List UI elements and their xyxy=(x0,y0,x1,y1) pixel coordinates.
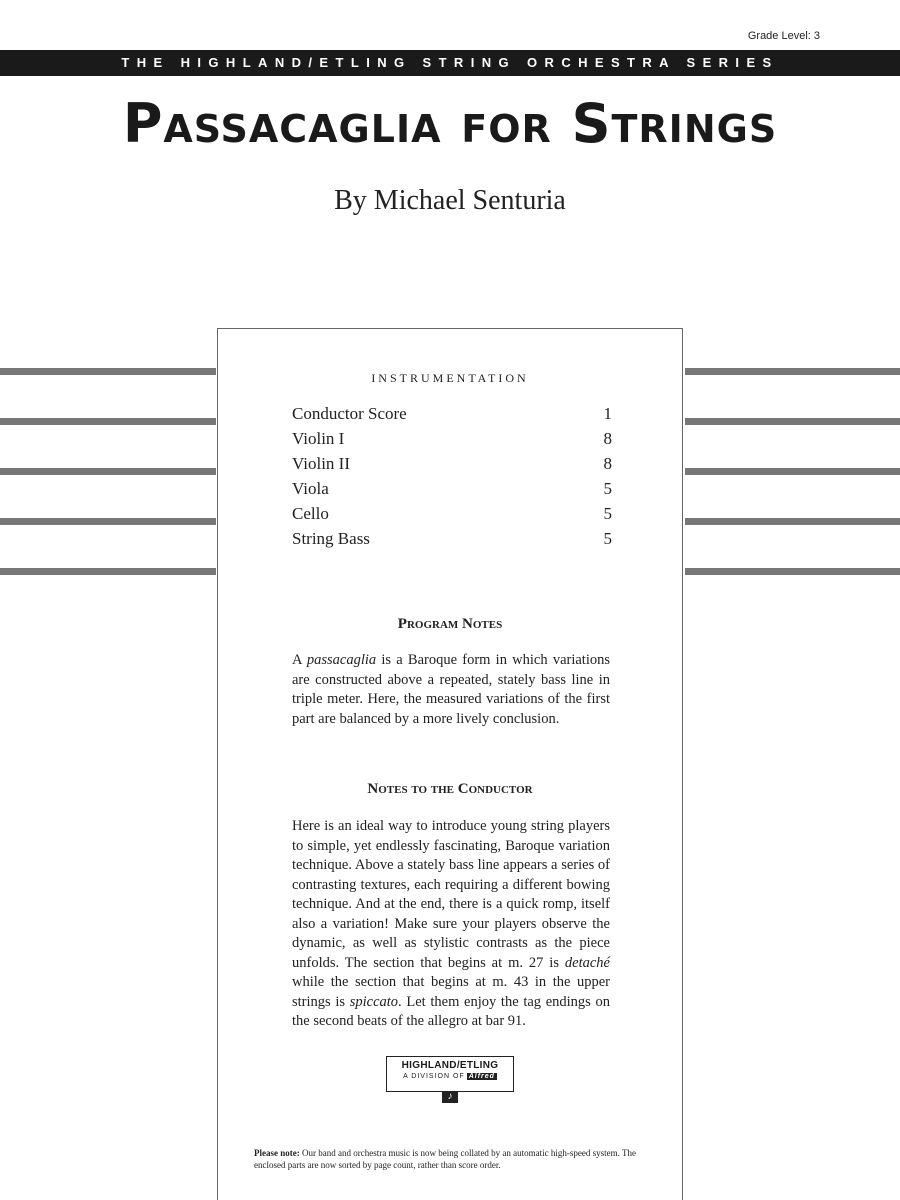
staff-line-left-4 xyxy=(0,518,216,525)
staff-line-right-5 xyxy=(685,568,900,575)
instrument-count: 8 xyxy=(603,429,612,448)
program-notes-text: A passacaglia is a Baroque form in which variations are constructed above a repeated, stately bass line in triple meter. Here, the measured variations of the first part are balanced by a more lively conclusion. xyxy=(292,652,610,727)
composer-byline: By Michael Senturia xyxy=(334,185,566,216)
program-notes-heading: Program Notes xyxy=(397,616,503,632)
page-title: Passacaglia for Strings xyxy=(122,92,778,155)
publisher-logo: HIGHLAND/ETLING A DIVISION OF Alfred ♪ xyxy=(386,1056,514,1092)
instrument-name: Violin II xyxy=(292,454,350,473)
instrument-name: Cello xyxy=(292,504,329,523)
staff-line-right-1 xyxy=(685,368,900,375)
conductor-notes-heading: Notes to the Conductor xyxy=(367,781,533,797)
list-item xyxy=(292,426,612,451)
instrument-count: 5 xyxy=(603,479,612,498)
staff-line-right-4 xyxy=(685,518,900,525)
instrument-name: Viola xyxy=(292,479,329,498)
staff-line-right-2 xyxy=(685,418,900,425)
list-item xyxy=(292,476,612,501)
staff-line-left-2 xyxy=(0,418,216,425)
staff-line-left-3 xyxy=(0,468,216,475)
conductor-notes-text: Here is an ideal way to introduce young string players to simple, yet endlessly fascinating, Baroque variation technique. Above a stately bass line appears a series of contrasting textures, each requiring a different bowing technique. And at the end, there is a quick romp, itself also a variation! Make sure your players observe the dynamic, as well as stylistic contrasts as the piece unfolds. The section that begins at m. 27 is detaché while the section that begins at m. 43 in the upper strings is spiccato. Let them enjoy the tag endings on the second beats of the allegro at bar 91. xyxy=(292,818,611,1029)
instrument-name: String Bass xyxy=(292,529,370,548)
footer-note: Please note: Our band and orchestra music is now being collated by an automatic high-speed system. The enclosed parts are now sorted by page count, rather than score order. xyxy=(254,1148,636,1170)
instrument-count: 1 xyxy=(603,404,612,423)
staff-line-left-5 xyxy=(0,568,216,575)
info-panel xyxy=(217,328,683,1200)
staff-line-right-3 xyxy=(685,468,900,475)
list-item xyxy=(292,501,612,526)
staff-line-left-1 xyxy=(0,368,216,375)
instrumentation-heading: INSTRUMENTATION xyxy=(371,371,529,385)
series-banner: THE HIGHLAND/ETLING STRING ORCHESTRA SERIES xyxy=(0,50,900,76)
instrumentation-list xyxy=(292,401,612,551)
list-item xyxy=(292,401,612,426)
instrument-count: 5 xyxy=(603,504,612,523)
list-item xyxy=(292,451,612,476)
instrument-name: Conductor Score xyxy=(292,404,407,423)
instrument-count: 8 xyxy=(603,454,612,473)
list-item xyxy=(292,526,612,551)
instrument-name: Violin I xyxy=(292,429,345,448)
grade-level: Grade Level: 3 xyxy=(747,30,820,42)
instrument-count: 5 xyxy=(603,529,612,548)
